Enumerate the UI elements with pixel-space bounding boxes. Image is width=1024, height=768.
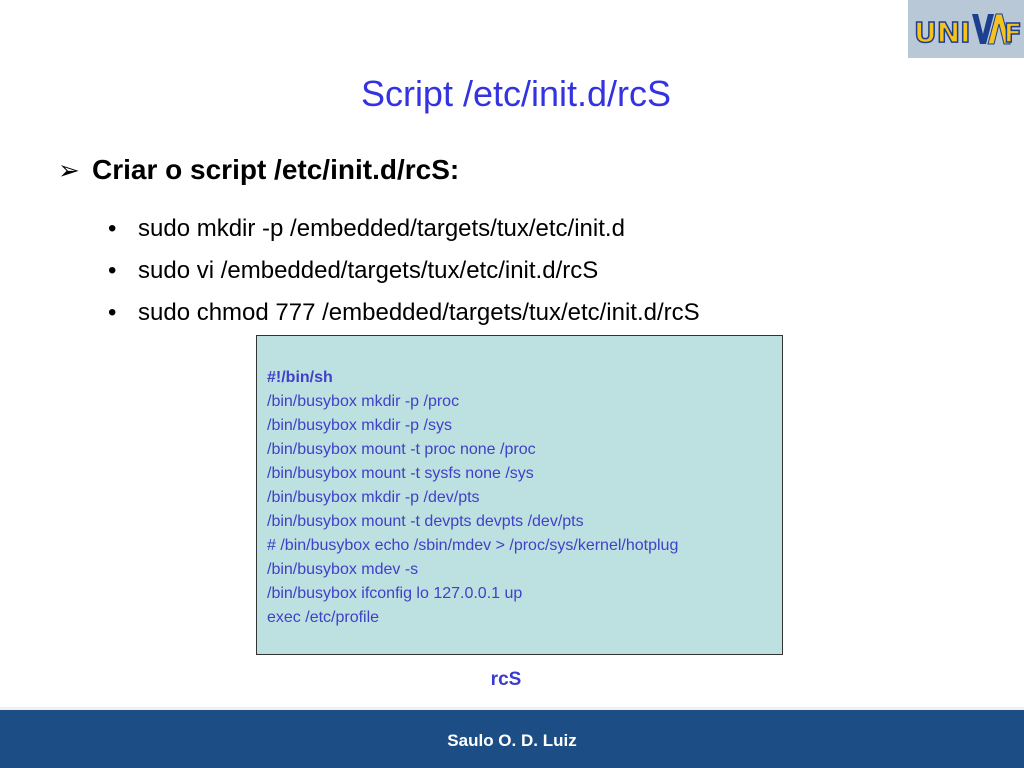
code-line: exec /etc/profile — [267, 609, 380, 626]
code-line: /bin/busybox mkdir -p /sys — [267, 417, 452, 434]
code-line: /bin/busybox mkdir -p /proc — [267, 393, 460, 410]
list-item — [108, 208, 700, 250]
logo-letters-right: F — [1004, 19, 1022, 49]
script-code-box — [256, 335, 783, 655]
footer-author: Saulo O. D. Luiz — [447, 731, 577, 750]
arrow-bullet-icon: ➢ — [58, 155, 80, 185]
command-text: sudo vi /embedded/targets/tux/etc/init.d/rcS — [138, 257, 599, 284]
list-item — [108, 250, 700, 292]
footer-bar — [0, 707, 1024, 768]
logo-letters-left: UNI — [914, 16, 971, 49]
code-line: /bin/busybox mdev -s — [267, 561, 419, 578]
univasf-logo-graphic — [908, 0, 1024, 58]
main-bullet — [58, 150, 459, 190]
code-line: /bin/busybox mkdir -p /dev/pts — [267, 489, 480, 506]
univasf-logo — [908, 0, 1024, 58]
bullet-dot-icon: • — [108, 215, 117, 242]
bullet-dot-icon: • — [108, 299, 117, 326]
code-line: /bin/busybox ifconfig lo 127.0.0.1 up — [267, 585, 523, 602]
code-line: /bin/busybox mount -t proc none /proc — [267, 441, 536, 458]
command-text: sudo chmod 777 /embedded/targets/tux/etc/init.d/rcS — [138, 299, 700, 326]
code-line: # /bin/busybox echo /sbin/mdev > /proc/sys/kernel/hotplug — [267, 537, 679, 554]
code-line: /bin/busybox mount -t sysfs none /sys — [267, 465, 534, 482]
bullet-dot-icon: • — [108, 257, 117, 284]
code-line: #!/bin/sh — [267, 369, 333, 386]
slide-title: Script /etc/init.d/rcS — [360, 73, 672, 114]
main-bullet-text: Criar o script /etc/init.d/rcS: — [92, 154, 460, 185]
command-list — [108, 208, 700, 334]
code-caption: rcS — [490, 669, 522, 690]
list-item — [108, 292, 700, 334]
command-text: sudo mkdir -p /embedded/targets/tux/etc/init.d — [138, 215, 625, 242]
code-line: /bin/busybox mount -t devpts devpts /dev/pts — [267, 513, 584, 530]
